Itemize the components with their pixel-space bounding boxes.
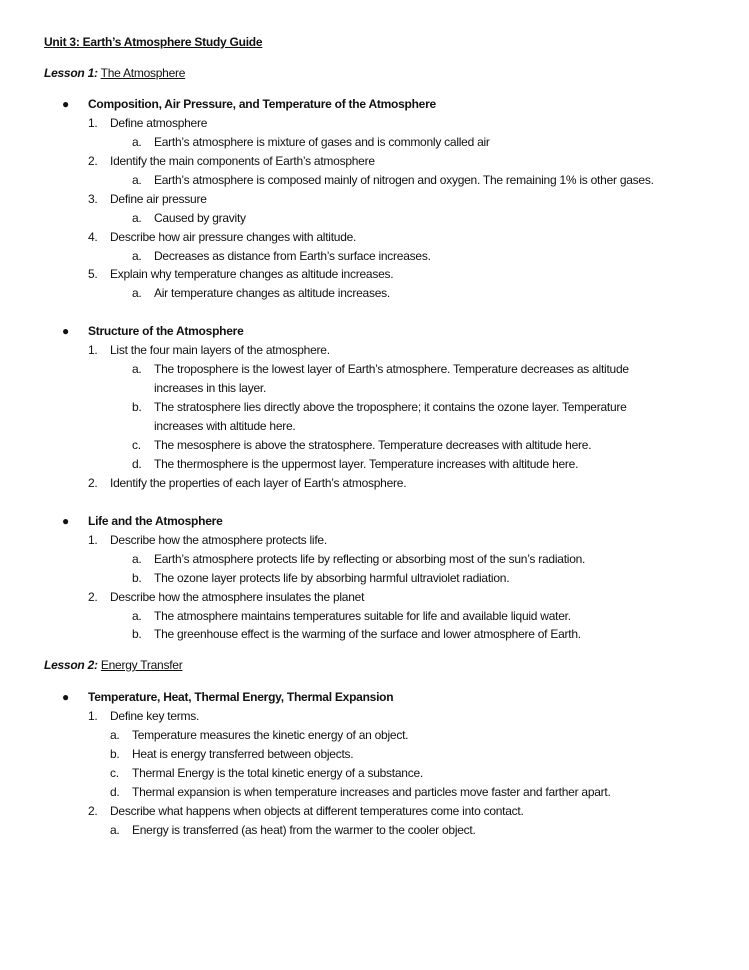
item-number: 1. <box>88 343 98 357</box>
sub-item <box>110 728 408 743</box>
sub-text: Earth’s atmosphere is mixture of gases and is commonly called air <box>154 135 490 149</box>
sub-item <box>132 249 431 264</box>
item-number: 5. <box>88 267 98 281</box>
list-item <box>88 804 524 819</box>
sub-letter: a. <box>132 609 142 623</box>
item-text: Describe how the atmosphere insulates the planet <box>110 590 365 604</box>
sub-text: Heat is energy transferred between objects. <box>132 747 354 761</box>
sub-item <box>132 173 654 188</box>
section-heading: Temperature, Heat, Thermal Energy, Thermal Expansion <box>88 690 394 704</box>
item-text: Identify the main components of Earth’s atmosphere <box>110 154 375 168</box>
sub-text: Temperature measures the kinetic energy of an object. <box>132 728 409 742</box>
list-item <box>88 709 199 724</box>
sub-letter: b. <box>132 571 142 585</box>
item-text: Explain why temperature changes as altitude increases. <box>110 267 394 281</box>
item-text: Describe how air pressure changes with altitude. <box>110 230 357 244</box>
sub-text: Caused by gravity <box>154 211 246 225</box>
list-item <box>88 590 364 605</box>
sub-item <box>132 609 571 624</box>
item-number: 3. <box>88 192 98 206</box>
sub-letter: a. <box>132 211 142 225</box>
section-heading: Composition, Air Pressure, and Temperature of the Atmosphere <box>88 97 436 111</box>
sub-text: The mesosphere is above the stratosphere. Temperature decreases with altitude here. <box>154 438 592 452</box>
item-number: 4. <box>88 230 98 244</box>
item-number: 2. <box>88 804 98 818</box>
sub-item <box>132 552 585 567</box>
sub-text: The ozone layer protects life by absorbing harmful ultraviolet radiation. <box>154 571 510 585</box>
sub-text: Earth’s atmosphere protects life by reflecting or absorbing most of the sun’s radiation. <box>154 552 586 566</box>
lesson-name: Energy Transfer <box>100 658 183 672</box>
lesson-label: Lesson 1: <box>44 66 98 80</box>
item-text: Describe what happens when objects at different temperatures come into contact. <box>110 804 524 818</box>
sub-item <box>132 438 591 453</box>
sub-letter: a. <box>132 552 142 566</box>
sub-item <box>110 823 476 838</box>
section-heading: Structure of the Atmosphere <box>88 324 244 338</box>
sub-letter: b. <box>110 747 120 761</box>
sub-item <box>110 766 423 781</box>
bullet-icon: ● <box>62 324 70 338</box>
sub-item-continuation: increases with altitude here. <box>154 419 296 433</box>
sub-letter: b. <box>132 400 142 414</box>
sub-text: Air temperature changes as altitude increases. <box>154 286 390 300</box>
sub-text: The stratosphere lies directly above the troposphere; it contains the ozone layer. Temperature <box>154 400 627 414</box>
sub-letter: d. <box>132 457 142 471</box>
list-item <box>88 476 406 491</box>
list-item <box>88 267 393 282</box>
sub-text: Thermal expansion is when temperature increases and particles move faster and farther apart. <box>132 785 611 799</box>
lesson-label: Lesson 2: <box>44 658 98 672</box>
sub-text: The thermosphere is the uppermost layer. Temperature increases with altitude here. <box>154 457 579 471</box>
sub-text: Earth’s atmosphere is composed mainly of nitrogen and oxygen. The remaining 1% is other gases. <box>154 173 654 187</box>
sub-item <box>132 400 627 415</box>
sub-letter: c. <box>132 438 141 452</box>
item-text: Describe how the atmosphere protects life. <box>110 533 327 547</box>
sub-item <box>132 362 629 377</box>
bullet-icon: ● <box>62 514 70 528</box>
sub-item <box>132 286 390 301</box>
lesson-1-header <box>44 66 185 81</box>
item-text: Define key terms. <box>110 709 200 723</box>
item-number: 2. <box>88 476 98 490</box>
sub-letter: a. <box>110 823 120 837</box>
sub-item <box>132 457 578 472</box>
list-item <box>88 230 356 245</box>
bullet-icon: ● <box>62 690 70 704</box>
item-number: 1. <box>88 533 98 547</box>
item-text: Define air pressure <box>110 192 207 206</box>
sub-item <box>132 135 490 150</box>
sub-text: The troposphere is the lowest layer of Earth’s atmosphere. Temperature decreases as altitude <box>154 362 629 376</box>
sub-letter: d. <box>110 785 120 799</box>
sub-text: Energy is transferred (as heat) from the warmer to the cooler object. <box>132 823 476 837</box>
list-item <box>88 533 327 548</box>
item-number: 2. <box>88 154 98 168</box>
item-text: Identify the properties of each layer of Earth’s atmosphere. <box>110 476 407 490</box>
sub-text: The greenhouse effect is the warming of the surface and lower atmosphere of Earth. <box>154 627 581 641</box>
sub-text: Thermal Energy is the total kinetic energy of a substance. <box>132 766 423 780</box>
sub-text: The atmosphere maintains temperatures suitable for life and available liquid water. <box>154 609 571 623</box>
sub-letter: a. <box>132 135 142 149</box>
bullet-icon: ● <box>62 97 70 111</box>
sub-letter: a. <box>110 728 120 742</box>
sub-letter: a. <box>132 249 142 263</box>
item-number: 2. <box>88 590 98 604</box>
sub-letter: a. <box>132 286 142 300</box>
item-number: 1. <box>88 709 98 723</box>
list-item <box>88 154 375 169</box>
sub-item <box>110 747 353 762</box>
section-heading: Life and the Atmosphere <box>88 514 223 528</box>
sub-item <box>110 785 611 800</box>
sub-letter: a. <box>132 173 142 187</box>
sub-item-continuation: increases in this layer. <box>154 381 267 395</box>
sub-item <box>132 627 581 642</box>
list-item <box>88 192 207 207</box>
document-title: Unit 3: Earth’s Atmosphere Study Guide <box>44 35 263 49</box>
sub-item <box>132 211 246 226</box>
item-number: 1. <box>88 116 98 130</box>
sub-text: Decreases as distance from Earth’s surface increases. <box>154 249 431 263</box>
sub-letter: b. <box>132 627 142 641</box>
lesson-name: The Atmosphere <box>100 66 186 80</box>
item-text: List the four main layers of the atmosphere. <box>110 343 330 357</box>
item-text: Define atmosphere <box>110 116 208 130</box>
list-item <box>88 116 207 131</box>
sub-letter: c. <box>110 766 119 780</box>
sub-letter: a. <box>132 362 142 376</box>
sub-item <box>132 571 509 586</box>
list-item <box>88 343 330 358</box>
lesson-2-header <box>44 658 182 673</box>
